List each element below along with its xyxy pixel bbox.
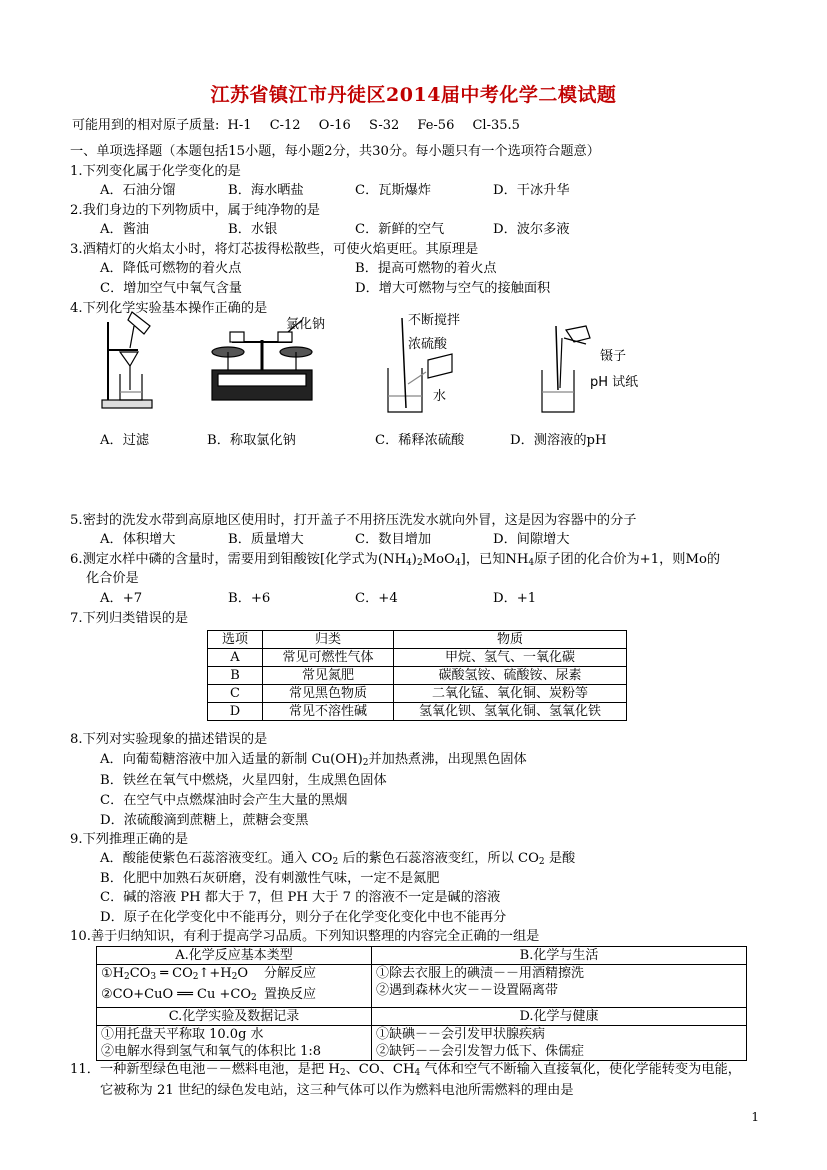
table-row bbox=[97, 965, 747, 1008]
q11-part3: 气体和空气不断输入直接氧化，使化学能转变为电能， bbox=[420, 1062, 741, 1077]
q11-sub1: 2 bbox=[339, 1068, 346, 1078]
atomic-mass-c: C-12 bbox=[269, 118, 301, 133]
row-d-option: D bbox=[208, 703, 263, 721]
q8-a-sub: 2 bbox=[362, 758, 369, 768]
q6-option-a: A．+7 bbox=[100, 591, 143, 606]
q10-d-content bbox=[372, 1026, 747, 1061]
lab-illustrations bbox=[90, 308, 650, 420]
row-a-category: 常见可燃性气体 bbox=[263, 649, 394, 667]
q10-d-line2: ②缺钙－－会引发智力低下、侏儒症 bbox=[376, 1044, 585, 1059]
atomic-mass-cl: Cl-35.5 bbox=[472, 118, 520, 133]
atomic-mass-o: O-16 bbox=[318, 118, 351, 133]
atomic-mass-fe: Fe-56 bbox=[417, 118, 455, 133]
q10-d-head: D.化学与健康 bbox=[372, 1008, 747, 1026]
q10-a-eq1-s2: 3 bbox=[150, 972, 157, 982]
q9-stem: 9.下列推理正确的是 bbox=[70, 832, 189, 847]
q11-stem-line1 bbox=[70, 1061, 741, 1082]
row-a-substances: 甲烷、氢气、一氧化碳 bbox=[394, 649, 627, 667]
q4-option-a: A．过滤 bbox=[100, 433, 150, 448]
q10-a-eq1-p4: ↑+H bbox=[198, 966, 232, 981]
q10-a-eq2-p1: ②CO+CuO ══ Cu +CO bbox=[101, 987, 251, 1002]
row-d-substances: 氢氧化钡、氢氧化铜、氢氧化铁 bbox=[394, 703, 627, 721]
q9-option-b: B．化肥中加熟石灰研磨，没有刺激性气味，一定不是氮肥 bbox=[100, 871, 440, 886]
header-category: 归类 bbox=[263, 631, 394, 649]
q10-a-eq1-s4: 2 bbox=[231, 972, 238, 982]
q11-stem-line2: 它被称为 21 世纪的绿色发电站，这三种气体可以作为燃料电池所需燃料的理由是 bbox=[100, 1083, 574, 1098]
q1-stem: 1.下列变化属于化学变化的是 bbox=[70, 164, 241, 179]
q6-sub-4b: 4 bbox=[454, 558, 461, 568]
q8-stem: 8.下列对实验现象的描述错误的是 bbox=[70, 732, 268, 747]
q6-stem-part4: ]，已知NH bbox=[460, 552, 529, 567]
q10-a-line2 bbox=[101, 986, 316, 1007]
balance-figure bbox=[212, 320, 312, 400]
q9-option-a bbox=[100, 850, 575, 871]
q4-option-d: D．测溶液的pH bbox=[510, 433, 607, 448]
q6-stem-part3: MoO bbox=[422, 552, 455, 567]
q6-stem-part1: 6.测定水样中磷的含量时，需要用到钼酸铵[化学式为(NH bbox=[70, 552, 407, 567]
q6-stem-line1 bbox=[70, 551, 720, 572]
q5-stem: 5.密封的洗发水带到高原地区使用时，打开盖子不用挤压洗发水就向外冒，这是因为容器中的分子 bbox=[70, 513, 637, 528]
row-c-substances: 二氧化锰、氧化铜、炭粉等 bbox=[394, 685, 627, 703]
q4-option-b: B．称取氯化钠 bbox=[207, 433, 296, 448]
q3-option-c: C．增加空气中氧气含量 bbox=[100, 281, 242, 296]
row-d-category: 常见不溶性碱 bbox=[263, 703, 394, 721]
q10-a-head: A.化学反应基本类型 bbox=[97, 947, 372, 965]
q6-option-b: B．+6 bbox=[228, 591, 271, 606]
q10-b-head: B.化学与生活 bbox=[372, 947, 747, 965]
atomic-mass-label: 可能用到的相对原子质量: bbox=[72, 118, 220, 133]
q11-part1: 11．一种新型绿色电池－－燃料电池，是把 H bbox=[70, 1062, 340, 1077]
q10-stem: 10.善于归纳知识，有利于提高学习品质。下列知识整理的内容完全正确的一组是 bbox=[70, 929, 540, 944]
q1-option-c: C．瓦斯爆炸 bbox=[355, 183, 432, 198]
q10-a-type1: 分解反应 bbox=[263, 966, 316, 981]
page-number: 1 bbox=[751, 1110, 759, 1124]
q2-option-a: A．酱油 bbox=[100, 222, 150, 237]
q1-option-b: B．海水晒盐 bbox=[228, 183, 304, 198]
row-b-option: B bbox=[208, 667, 263, 685]
q8-option-c: C．在空气中点燃煤油时会产生大量的黑烟 bbox=[100, 793, 348, 808]
q5-option-c: C．数目增加 bbox=[355, 532, 432, 547]
q10-a-eq2 bbox=[101, 986, 257, 1007]
q10-a-eq1-s1: 2 bbox=[124, 972, 130, 982]
section-heading: 一、单项选择题（本题包括15小题，每小题2分，共30分。每小题只有一个选项符合题意） bbox=[70, 144, 600, 159]
q9-a-part1: A．酸能使紫色石蕊溶液变红。通入 CO bbox=[100, 851, 333, 866]
q9-a-part3: 是酸 bbox=[544, 851, 576, 866]
q5-option-a: A．体积增大 bbox=[100, 532, 176, 547]
q3-option-d: D．增大可燃物与空气的接触面积 bbox=[355, 281, 551, 296]
water-label: 水 bbox=[433, 389, 447, 404]
q7-stem: 7.下列归类错误的是 bbox=[70, 611, 189, 626]
q8-a-part1: A．向葡萄糖溶液中加入适量的新制 Cu(OH) bbox=[100, 752, 363, 767]
q3-option-a: A．降低可燃物的着火点 bbox=[100, 261, 242, 276]
row-c-category: 常见黑色物质 bbox=[263, 685, 394, 703]
page-title: 江苏省镇江市丹徒区2014届中考化学二模试题 bbox=[210, 84, 617, 106]
q9-option-d: D．原子在化学变化中不能再分，则分子在化学变化变化中也不能再分 bbox=[100, 910, 507, 925]
q6-sub-4c: 4 bbox=[528, 558, 535, 568]
q8-option-b: B．铁丝在氧气中燃烧，火星四射，生成黑色固体 bbox=[100, 773, 387, 788]
q8-a-part2: 并加热煮沸，出现黑色固体 bbox=[368, 752, 527, 767]
q10-d-line1: ①缺碘－－会引发甲状腺疾病 bbox=[376, 1027, 546, 1042]
q2-option-c: C．新鲜的空气 bbox=[355, 222, 445, 237]
header-substances: 物质 bbox=[394, 631, 627, 649]
header-option: 选项 bbox=[208, 631, 263, 649]
q10-a-eq1-p2: CO bbox=[129, 966, 151, 981]
q9-a-sub2: 2 bbox=[538, 857, 545, 867]
q10-c-head: C.化学实验及数据记录 bbox=[97, 1008, 372, 1026]
filtration-figure bbox=[102, 312, 152, 408]
q10-a-eq2-s1: 2 bbox=[251, 993, 257, 1003]
q10-a-eq1 bbox=[101, 965, 248, 986]
q10-a-eq1-p1: ①H bbox=[101, 966, 124, 981]
table-row bbox=[97, 947, 747, 965]
q1-option-d: D．干冰升华 bbox=[493, 183, 570, 198]
q2-option-d: D．波尔多液 bbox=[493, 222, 570, 237]
q7-table bbox=[207, 630, 627, 721]
table-row bbox=[208, 667, 627, 685]
q3-stem: 3.酒精灯的火焰太小时，将灯芯拔得松散些，可使火焰更旺。其原理是 bbox=[70, 242, 479, 257]
q6-stem-part2: ) bbox=[411, 552, 417, 567]
q6-sub-4a: 4 bbox=[406, 558, 412, 568]
q10-b-line1: ①除去衣服上的碘渍－－用酒精擦洗 bbox=[376, 966, 585, 981]
q5-option-d: D．间隙增大 bbox=[493, 532, 570, 547]
q10-a-eq1-p3: ═ CO bbox=[156, 966, 193, 981]
table-row bbox=[97, 1008, 747, 1026]
row-b-substances: 碳酸氢铵、硫酸铵、尿素 bbox=[394, 667, 627, 685]
table-row bbox=[208, 649, 627, 667]
q10-b-content bbox=[372, 965, 747, 1008]
q6-stem-part5: 原子团的化合价为+1，则Mo的 bbox=[534, 552, 721, 567]
q10-c-content bbox=[97, 1026, 372, 1061]
row-c-option: C bbox=[208, 685, 263, 703]
q10-a-line1 bbox=[101, 965, 316, 986]
q2-stem: 2.我们身边的下列物质中，属于纯净物的是 bbox=[70, 203, 320, 218]
q6-option-c: C．+4 bbox=[355, 591, 398, 606]
q10-c-line1: ①用托盘天平称取 10.0g 水 bbox=[101, 1027, 264, 1042]
q10-a-type2: 置换反应 bbox=[263, 987, 316, 1002]
q10-a-content bbox=[97, 965, 372, 1008]
tweezers-label: 镊子 bbox=[600, 349, 627, 364]
q10-table bbox=[96, 946, 747, 1061]
q10-c-line2: ②电解水得到氢气和氧气的体积比 1:8 bbox=[101, 1044, 322, 1059]
atomic-mass-h: H-1 bbox=[227, 118, 252, 133]
q6-sub-2: 2 bbox=[416, 558, 423, 568]
ph-paper-label: pH 试纸 bbox=[590, 375, 639, 390]
table-row bbox=[208, 685, 627, 703]
q11-part2: 、CO、CH bbox=[345, 1062, 415, 1077]
q4-stem: 4.下列化学实验基本操作正确的是 bbox=[70, 301, 268, 316]
q1-option-a: A．石油分馏 bbox=[100, 183, 176, 198]
q9-a-sub1: 2 bbox=[332, 857, 339, 867]
nacl-label: 氯化钠 bbox=[286, 317, 326, 332]
stir-label: 不断搅拌 bbox=[408, 313, 461, 328]
atomic-mass-line bbox=[72, 114, 534, 133]
table-row bbox=[97, 1026, 747, 1061]
q5-option-b: B．质量增大 bbox=[228, 532, 304, 547]
acid-label: 浓硫酸 bbox=[408, 337, 448, 352]
q2-option-b: B．水银 bbox=[228, 222, 278, 237]
q9-option-c: C．碱的溶液 PH 都大于 7，但 PH 大于 7 的溶液不一定是碱的溶液 bbox=[100, 890, 501, 905]
q6-option-d: D．+1 bbox=[493, 591, 537, 606]
q10-a-eq1-s3: 2 bbox=[192, 972, 199, 982]
row-b-category: 常见氮肥 bbox=[263, 667, 394, 685]
table-header-row bbox=[208, 631, 627, 649]
q3-option-b: B．提高可燃物的着火点 bbox=[355, 261, 497, 276]
row-a-option: A bbox=[208, 649, 263, 667]
q10-a-eq1-p5: O bbox=[237, 966, 249, 981]
q6-stem-line2: 化合价是 bbox=[86, 571, 139, 586]
q9-a-part2: 后的紫色石蕊溶液变红，所以 CO bbox=[338, 851, 539, 866]
q4-option-c: C．稀释浓硫酸 bbox=[375, 433, 465, 448]
q8-option-d: D．浓硫酸滴到蔗糖上，蔗糖会变黑 bbox=[100, 813, 309, 828]
q10-b-line2: ②遇到森林火灾－－设置隔离带 bbox=[376, 983, 559, 998]
q8-option-a bbox=[100, 751, 527, 772]
q11-sub2: 4 bbox=[414, 1068, 421, 1078]
table-row bbox=[208, 703, 627, 721]
ph-test-figure bbox=[542, 326, 590, 412]
atomic-mass-s: S-32 bbox=[368, 118, 400, 133]
